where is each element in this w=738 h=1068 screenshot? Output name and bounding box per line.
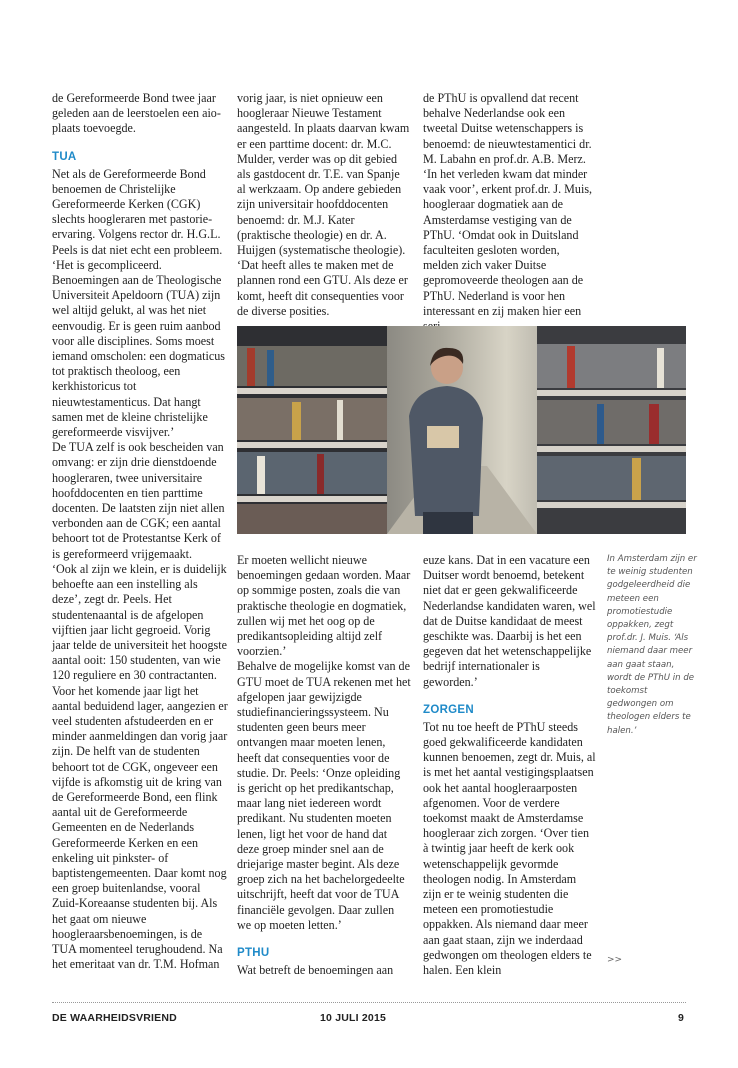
column-1 [52, 91, 228, 972]
page-number: 9 [678, 1012, 685, 1024]
paragraph: Tot nu toe heeft de PThU steeds goed gekwalificeerde kandidaten kunnen benoemen, zegt dr. Muis, al is met het aantal vestigingsplaatsen ook het aantal hoogleraarposten afgenomen. Voor de verdere toekomst maakt de Amsterdamse hoogleraar zich zorgen. ‘Over tien à twintig jaar heeft de kerk ook wetenschappelijk gevormde theologen nodig. In Amsterdam zijn er te weinig studenten die meteen een promotiestudie oppakken. Als niemand daar meer aan gaat staan, zijn we inderdaad gedwongen om theologen elders te halen. Een klein [423, 719, 596, 978]
library-photo [237, 326, 686, 534]
paragraph: Wat betreft de benoemingen aan [237, 963, 394, 978]
section-heading-zorgen: ZORGEN [423, 703, 474, 716]
paragraph: De TUA zelf is ook bescheiden van omvang: er zijn drie dienstdoende hoogleraren, twee universitaire hoofddocenten en tien parttime docenten. De laatsten zijn niet allen verbonden aan de CGK; een aantal behoort tot de Protestantse Kerk of is gereformeerd vrijgemaakt. [52, 440, 225, 561]
paragraph: Behalve de mogelijke komst van de GTU moet de TUA rekenen met het afgelopen jaar gewijzigde studiefinancieringssysteem. Nu studenten geen beurs meer ontvangen maar moeten lenen, heeft dat consequenties voor de studie. Dr. Peels: ‘Onze opleiding is gericht op het predikantschap, maar lang niet iedereen wordt predikant. Nu studenten moeten lenen, ligt het voor de hand dat deze groep minder snel aan de driejarige master begint. Als deze groep zich na het bachelorgedeelte uitschrijft, heeft dat voor de TUA financiële gevolgen. Daar zullen we op moeten letten.’ [237, 659, 411, 932]
footer-magazine-name: DE WAARHEIDSVRIEND [52, 1012, 177, 1024]
footer-rule [52, 1002, 686, 1003]
paragraph: de PThU is opvallend dat recent behalve Nederlandse ook een tweetal Duitse wetenschappers is benoemd: de nieuwtestamentici dr. M. Labahn en prof.dr. A.B. Merz. ‘In het verleden kwam dat minder vaak voor’, erkent prof.dr. J. Muis, hoogleraar dogmatiek aan de Amsterdamse vestiging van de PThU. ‘Omdat ook in Duitsland faculteiten gesloten worden, melden zich vaker Duitse gepromoveerde theologen aan de PThU. Nederland is voor hen interessant en zij maken hier een [423, 91, 593, 318]
column-3-bottom [423, 553, 597, 978]
paragraph: ‘Ook al zijn we klein, er is duidelijk behoefte aan een instelling als deze’, zegt dr. Peels. Het studentenaantal is de afgelopen vijftien jaar licht gegroeid. Vorig jaar telde de universiteit het hoogste aantal ooit: 150 studenten, van wie 120 reguliere en 30 contractanten. Voor het komende jaar ligt het aantal beduidend lager, aangezien er veel studenten afstudeerden en er minder aanmeldingen dan vorig jaar zijn. De helft van de studenten behoort tot de CGK, ongeveer een vijfde is afkomstig uit de kring van de Gereformeerde Bond, een flink aantal uit de Gereformeerde Gemeenten en de Nederlands Gereformeerde Kerken en een enkeling uit pinkster- of baptistengemeenten. Daar komt nog een groep buitenlandse, vooral Zuid-Koreaanse studenten bij. Als het gaat om nieuwe hoogleraarsbenoemingen, is de TUA momenteel terughoudend. Na het emeritaat van dr. T.M. Hofman [52, 561, 228, 972]
article-intro: de Gereformeerde Bond twee jaar geleden aan de leerstoelen een aio-plaats toevoegde. [52, 91, 221, 136]
column-2-top [237, 91, 411, 319]
footer-date: 10 JULI 2015 [320, 1012, 387, 1024]
paragraph: euze kans. Dat in een vacature een Duitser wordt benoemd, betekent niet dat er geen gekwalificeerde Nederlandse kandidaten waren, wel dat de Duitse kandidaat de meest geschikte was. Daarbij is het een gegeven dat het wetenschappelijke bedrijf internationaler is geworden.’ [423, 553, 596, 689]
column-3-top [423, 91, 597, 334]
paragraph: Er moeten wellicht nieuwe benoemingen gedaan worden. Maar op sommige posten, zoals die van praktische theologie en dogmatiek, zullen wij met het oog op de predikantsopleiding altijd zelf voorzien.’ [237, 553, 411, 659]
paragraph: vorig jaar, is niet opnieuw een hoogleraar Nieuwe Testament aangesteld. In plaats daarvan kwam er een parttime docent: dr. M.C. Mulder, verder was op dit gebied als gastdocent dr. T.E. van Spanje al werkzaam. Op andere gebieden zijn universitair hoofddocenten benoemd: dr. M.J. Kater (praktische theologie) en dr. A. Huijgen (systematische theologie). ‘Dat heeft alles te maken met de plannen rond een GTU. Als deze er komt, heeft dit consequenties voor de diverse posities. [237, 91, 410, 318]
section-heading-tua: TUA [52, 150, 77, 163]
pull-quote: In Amsterdam zijn er te weinig studenten godgeleerdheid die meteen een promotiestudie oppakken, zegt prof.dr. J. Muis. ‘Als niemand daar meer aan gaat staan, wordt de PThU in de toekomst gedwongen om theologen elders te halen.’ [607, 554, 697, 736]
column-2-bottom [237, 553, 411, 978]
continue-mark: >> [607, 955, 623, 965]
library-illustration [237, 326, 686, 534]
paragraph: Net als de Gereformeerde Bond benoemen de Christelijke Gereformeerde Kerken (CGK) slechts hoogleraren met pastorie-ervaring. Volgens rector dr. H.G.L. Peels is dat niet echt een probleem. ‘Het is gecompliceerd. Benoemingen aan de Theologische Universiteit Apeldoorn (TUA) zijn wel altijd gelukt, al was het niet eenvoudig. Er is geen ruim aanbod voor alle disciplines. Soms moest iemand omscholen: een dogmaticus tot praktisch theoloog, een kerkhistoricus tot nieuwtestamenticus. Dat hangt samen met de kleine christelijke gereformeerde visvijver.’ [52, 166, 225, 440]
section-heading-pthu: PTHU [237, 947, 270, 960]
